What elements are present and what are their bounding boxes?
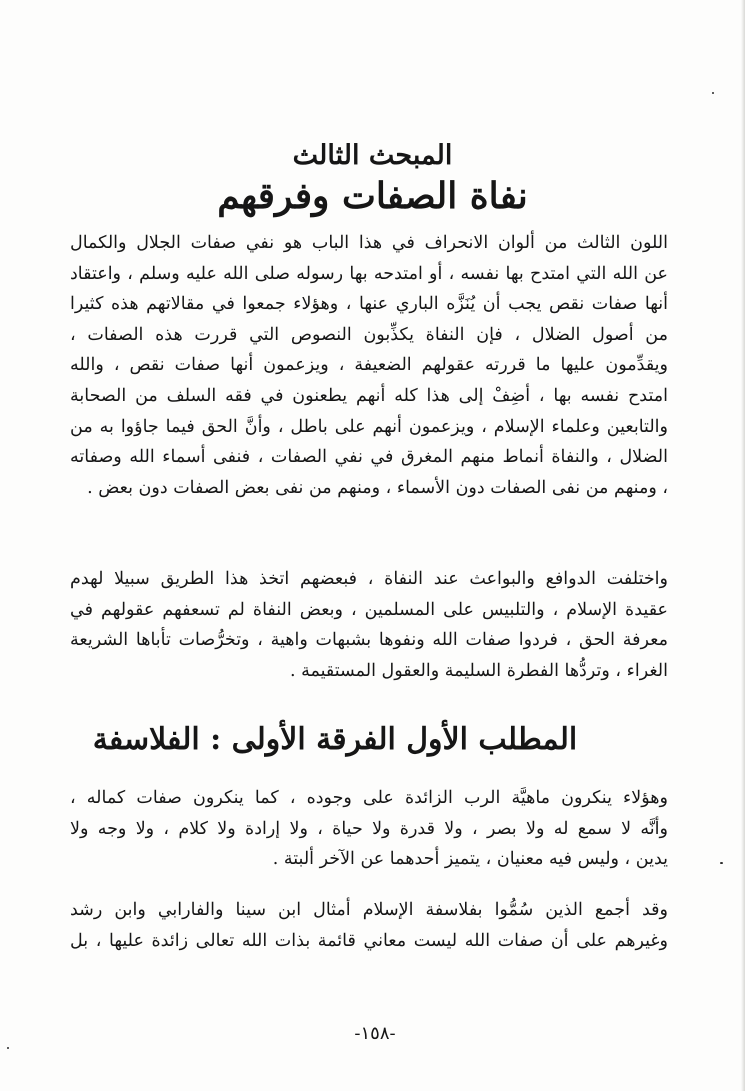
text-line: والتابعين وعلماء الإسلام ، ويزعمون أنهم على باطل ، وأنَّ الحق فيما جاؤوا به من	[70, 416, 668, 437]
section-title: نفاة الصفات وفرقهم	[217, 175, 528, 217]
paragraph-consensus	[70, 895, 668, 956]
paragraph-intro	[70, 228, 668, 503]
text-line: اللون الثالث من ألوان الانحراف في هذا الباب هو نفي صفات الجلال والكمال	[70, 233, 668, 253]
text-line: وهؤلاء ينكرون ماهيَّة الرب الزائدة على وجوده ، كما ينكرون صفات كماله ،	[70, 788, 668, 808]
text-line: عن الله التي امتدح بها نفسه ، أو امتدحه بها رسوله صلى الله عليه وسلم ، واعتقاد	[70, 263, 668, 284]
text-line: امتدح نفسه بها ، أضِفْ إلى هذا كله أنهم يطعنون في فقه السلف من الصحابة	[70, 385, 668, 406]
text-line: عقيدة الإسلام ، والتلبيس على المسلمين ، وبعض النفاة لم تسعفهم عقولهم في	[70, 599, 668, 620]
subsection-title: المطلب الأول الفرقة الأولى : الفلاسفة	[92, 722, 578, 757]
text-line: الغراء ، وتردُّها الفطرة السليمة والعقول المستقيمة .	[289, 660, 668, 681]
paragraph-motives	[70, 564, 668, 686]
text-line: وغيرهم على أن صفات الله ليست معاني قائمة بذات الله تعالى زائدة عليها ، بل	[70, 930, 668, 951]
text-line: أنها صفات نقص يجب أن يُنَزَّه الباري عنها ، وهؤلاء جمعوا في مقالاتهم هذه كثيرا	[70, 294, 668, 315]
paragraph-philosophers	[70, 783, 668, 875]
text-line: وقد أجمع الذين سُمُّوا بفلاسفة الإسلام أمثال ابن سينا والفارابي وابن رشد	[70, 900, 668, 920]
text-line: وأنَّه لا سمع له ولا بصر ، ولا قدرة ولا حياة ، ولا إرادة ولا كلام ، ولا وجه ولا	[70, 818, 668, 839]
section-heading: المبحث الثالث	[292, 140, 453, 171]
text-line: ويقدِّمون عليها ما قررته عقولهم الضعيفة ، ويزعمون أنها صفات نقص ، والله	[70, 355, 668, 376]
scan-speck	[712, 92, 714, 94]
text-line: واختلفت الدوافع والبواعث عند النفاة ، فبعضهم اتخذ هذا الطريق سبيلا لهدم	[70, 569, 668, 589]
page-number: -١٥٨-	[354, 1023, 396, 1044]
text-line: يدين ، وليس فيه معنيان ، يتميز أحدهما عن الآخر ألبتة .	[272, 849, 668, 870]
scan-speck	[720, 862, 723, 864]
scan-speck	[7, 1047, 9, 1049]
text-line: معرفة الحق ، فردوا صفات الله ونفوها بشبهات واهية ، وتخرُّصات تأباها الشريعة	[70, 630, 668, 651]
scan-edge	[741, 0, 745, 1091]
text-line: الضلال ، والنفاة أنماط منهم المغرق في نفي الصفات ، فنفى أسماء الله وصفاته	[70, 447, 668, 468]
text-line: ، ومنهم من نفى الصفات دون الأسماء ، ومنهم من نفى بعض الصفات دون بعض .	[87, 477, 668, 498]
text-line: من أصول الضلال ، فإن النفاة يكذِّبون النصوص التي قررت هذه الصفات ،	[70, 324, 668, 345]
